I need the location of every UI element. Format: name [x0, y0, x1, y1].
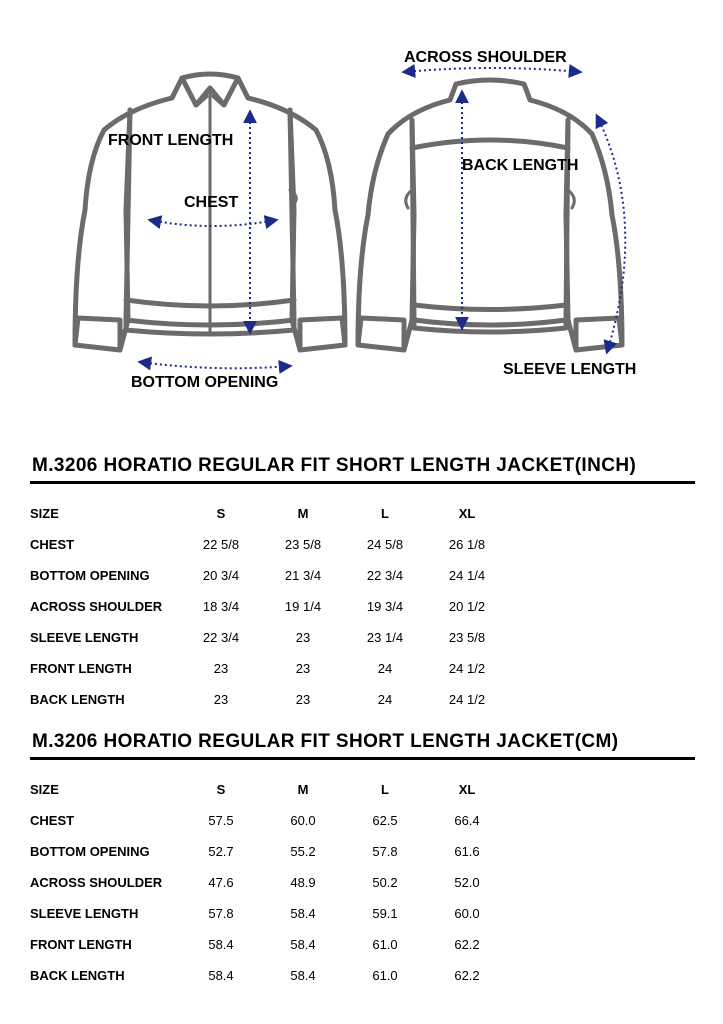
size-col-m: M	[297, 506, 309, 521]
table-cell: 62.2	[454, 937, 480, 952]
row-label-sleeve-length: SLEEVE LENGTH	[30, 906, 139, 921]
size-table-cm-section	[30, 731, 695, 991]
title-divider	[30, 757, 695, 760]
table-header-row	[30, 774, 508, 805]
row-label-sleeve-length: SLEEVE LENGTH	[30, 630, 139, 645]
table-cell: 22 5/8	[202, 537, 240, 552]
table-cell: 59.1	[372, 906, 398, 921]
table-cell: 58.4	[290, 937, 316, 952]
front-length-label: FRONT LENGTH	[108, 132, 234, 149]
table-cell: 24 5/8	[366, 537, 404, 552]
table-cell: 24 1/2	[448, 692, 486, 707]
table-cell: 62.5	[372, 813, 398, 828]
table-cell: 22 3/4	[202, 630, 240, 645]
measurement-diagram	[0, 0, 723, 420]
table-cell: 23	[295, 661, 311, 676]
size-col-l: L	[381, 506, 389, 521]
table-cell: 20 3/4	[202, 568, 240, 583]
size-table-inch	[30, 498, 508, 715]
table-cell: 18 3/4	[202, 599, 240, 614]
table-cell: 58.4	[290, 906, 316, 921]
row-label-bottom-opening: BOTTOM OPENING	[30, 568, 150, 583]
table-cell: 55.2	[290, 844, 316, 859]
table-cell: 58.4	[208, 968, 234, 983]
row-label-chest: CHEST	[30, 813, 75, 828]
table-cell: 61.0	[372, 968, 398, 983]
table-row	[30, 622, 508, 653]
row-label-bottom-opening: BOTTOM OPENING	[30, 844, 150, 859]
table-cell: 57.8	[372, 844, 398, 859]
table-row	[30, 529, 508, 560]
table-row	[30, 960, 508, 991]
table-cell: 58.4	[208, 937, 234, 952]
sleeve-length-label: SLEEVE LENGTH	[503, 361, 637, 378]
table-row	[30, 560, 508, 591]
table-row	[30, 591, 508, 622]
table-row	[30, 653, 508, 684]
table-cell: 23 5/8	[448, 630, 486, 645]
table-cell: 47.6	[208, 875, 234, 890]
size-col-l: L	[381, 782, 389, 797]
table-cell: 58.4	[290, 968, 316, 983]
table-row	[30, 684, 508, 715]
row-label-across-shoulder: ACROSS SHOULDER	[30, 875, 163, 890]
size-header: SIZE	[30, 506, 59, 521]
table-cell: 60.0	[454, 906, 480, 921]
table-cell: 61.6	[454, 844, 480, 859]
jacket-back-illustration	[358, 80, 622, 350]
table-row	[30, 898, 508, 929]
size-header: SIZE	[30, 782, 59, 797]
title-divider	[30, 481, 695, 484]
table-row	[30, 805, 508, 836]
table-cell: 23	[295, 692, 311, 707]
row-label-back-length: BACK LENGTH	[30, 692, 125, 707]
size-col-xl: XL	[458, 782, 476, 797]
size-col-s: S	[216, 506, 226, 521]
table-cell: 23	[295, 630, 311, 645]
size-table-inch-section	[30, 455, 695, 715]
table-cell: 23 5/8	[284, 537, 322, 552]
table-cell: 57.8	[208, 906, 234, 921]
size-table-cm	[30, 774, 508, 991]
across-shoulder-label: ACROSS SHOULDER	[404, 49, 567, 66]
table-cell: 24	[377, 692, 393, 707]
table-cell: 19 1/4	[284, 599, 322, 614]
jacket-front-illustration	[75, 74, 345, 350]
table-row	[30, 836, 508, 867]
table-cell: 26 1/8	[448, 537, 486, 552]
table-cell: 57.5	[208, 813, 234, 828]
table-cell: 24	[377, 661, 393, 676]
chest-line	[150, 220, 276, 226]
table-cell: 23	[213, 692, 229, 707]
table-cell: 62.2	[454, 968, 480, 983]
size-table-cm-title: M.3206 HORATIO REGULAR FIT SHORT LENGTH JACKET(CM)	[32, 731, 619, 752]
table-header-row	[30, 498, 508, 529]
row-label-front-length: FRONT LENGTH	[30, 937, 132, 952]
table-cell: 22 3/4	[366, 568, 404, 583]
table-cell: 66.4	[454, 813, 480, 828]
chest-label: CHEST	[184, 194, 239, 211]
table-row	[30, 867, 508, 898]
table-cell: 60.0	[290, 813, 316, 828]
bottom-opening-label: BOTTOM OPENING	[131, 374, 279, 391]
row-label-front-length: FRONT LENGTH	[30, 661, 132, 676]
row-label-chest: CHEST	[30, 537, 75, 552]
table-row	[30, 929, 508, 960]
across-shoulder-line	[404, 68, 580, 72]
table-cell: 19 3/4	[366, 599, 404, 614]
table-cell: 24 1/4	[448, 568, 486, 583]
size-table-inch-title: M.3206 HORATIO REGULAR FIT SHORT LENGTH JACKET(INCH)	[32, 455, 637, 476]
size-col-xl: XL	[458, 506, 476, 521]
size-col-m: M	[297, 782, 309, 797]
table-cell: 23	[213, 661, 229, 676]
table-cell: 52.7	[208, 844, 234, 859]
table-cell: 61.0	[372, 937, 398, 952]
table-cell: 48.9	[290, 875, 316, 890]
table-cell: 24 1/2	[448, 661, 486, 676]
row-label-back-length: BACK LENGTH	[30, 968, 125, 983]
size-col-s: S	[216, 782, 226, 797]
table-cell: 20 1/2	[448, 599, 486, 614]
table-cell: 21 3/4	[284, 568, 322, 583]
row-label-across-shoulder: ACROSS SHOULDER	[30, 599, 163, 614]
table-cell: 52.0	[454, 875, 480, 890]
back-length-label: BACK LENGTH	[462, 157, 579, 174]
table-cell: 50.2	[372, 875, 398, 890]
table-cell: 23 1/4	[366, 630, 404, 645]
bottom-opening-line	[140, 362, 290, 368]
